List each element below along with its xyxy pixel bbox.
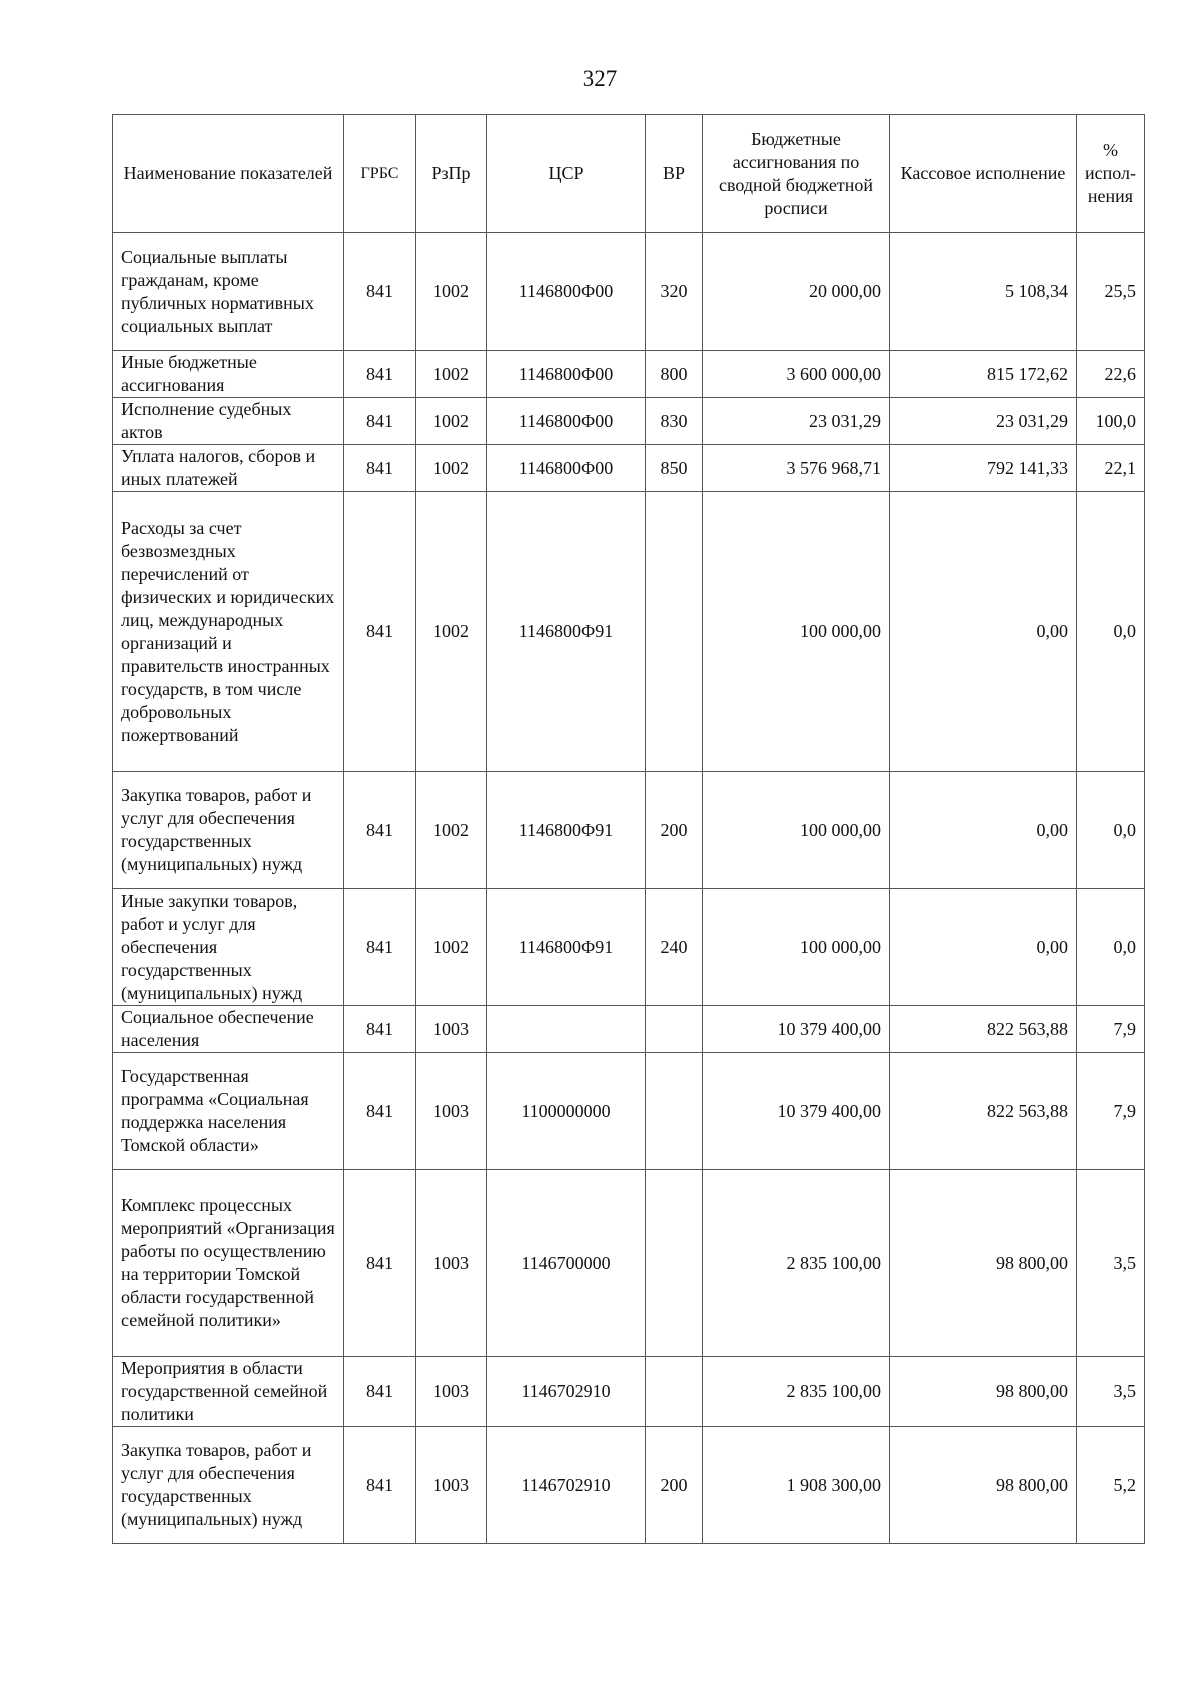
- header-assignments: Бюджетные ассигнования по сводной бюджетной росписи: [703, 115, 890, 233]
- cell-vr: 200: [646, 1427, 703, 1544]
- cell-csr: 1146800Ф00: [487, 445, 646, 492]
- cell-percent: 5,2: [1077, 1427, 1145, 1544]
- table-row: [113, 351, 1145, 398]
- cell-csr: 1146700000: [487, 1170, 646, 1357]
- cell-cash: 822 563,88: [890, 1053, 1077, 1170]
- cell-name: Комплекс процессных мероприятий «Организация работы по осуществлению на территории Томской области государственной семейной политики»: [113, 1170, 344, 1357]
- cell-cash: 0,00: [890, 492, 1077, 772]
- cell-name: Расходы за счет безвозмездных перечислений от физических и юридических лиц, международных организаций и правительств иностранных государств, в том числе добровольных пожертвований: [113, 492, 344, 772]
- cell-csr: 1100000000: [487, 1053, 646, 1170]
- cell-percent: 7,9: [1077, 1006, 1145, 1053]
- cell-name: Уплата налогов, сборов и иных платежей: [113, 445, 344, 492]
- cell-cash: 5 108,34: [890, 233, 1077, 351]
- cell-rzpr: 1002: [416, 351, 487, 398]
- table-row: [113, 398, 1145, 445]
- budget-execution-table: [112, 114, 1145, 1544]
- cell-csr: 1146800Ф00: [487, 398, 646, 445]
- cell-rzpr: 1002: [416, 445, 487, 492]
- header-rzpr: РзПр: [416, 115, 487, 233]
- cell-cash: 822 563,88: [890, 1006, 1077, 1053]
- cell-vr: 320: [646, 233, 703, 351]
- cell-grbs: 841: [344, 1170, 416, 1357]
- cell-percent: 22,6: [1077, 351, 1145, 398]
- table-row: [113, 492, 1145, 772]
- cell-percent: 0,0: [1077, 772, 1145, 889]
- header-vr: ВР: [646, 115, 703, 233]
- cell-cash: 98 800,00: [890, 1170, 1077, 1357]
- cell-csr: 1146800Ф00: [487, 233, 646, 351]
- cell-assigned: 23 031,29: [703, 398, 890, 445]
- cell-name: Иные закупки товаров, работ и услуг для обеспечения государственных (муниципальных) нужд: [113, 889, 344, 1006]
- header-cash-execution: Кассовое исполнение: [890, 115, 1077, 233]
- cell-percent: 3,5: [1077, 1357, 1145, 1427]
- cell-assigned: 20 000,00: [703, 233, 890, 351]
- cell-grbs: 841: [344, 492, 416, 772]
- cell-percent: 100,0: [1077, 398, 1145, 445]
- cell-rzpr: 1002: [416, 889, 487, 1006]
- cell-grbs: 841: [344, 398, 416, 445]
- cell-vr: [646, 1053, 703, 1170]
- header-csr: ЦСР: [487, 115, 646, 233]
- cell-assigned: 2 835 100,00: [703, 1170, 890, 1357]
- cell-cash: 23 031,29: [890, 398, 1077, 445]
- cell-vr: 850: [646, 445, 703, 492]
- cell-percent: 3,5: [1077, 1170, 1145, 1357]
- header-name: Наименование показателей: [113, 115, 344, 233]
- cell-csr: 1146800Ф00: [487, 351, 646, 398]
- cell-cash: 792 141,33: [890, 445, 1077, 492]
- cell-assigned: 10 379 400,00: [703, 1006, 890, 1053]
- table-row: [113, 889, 1145, 1006]
- cell-vr: [646, 1170, 703, 1357]
- cell-cash: 98 800,00: [890, 1357, 1077, 1427]
- cell-assigned: 100 000,00: [703, 492, 890, 772]
- table-header-row: [113, 115, 1145, 233]
- table-row: [113, 445, 1145, 492]
- cell-csr: [487, 1006, 646, 1053]
- cell-name: Государственная программа «Социальная поддержка населения Томской области»: [113, 1053, 344, 1170]
- header-percent-execution: % испол-нения: [1077, 115, 1145, 233]
- cell-rzpr: 1002: [416, 772, 487, 889]
- cell-csr: 1146702910: [487, 1357, 646, 1427]
- cell-cash: 0,00: [890, 889, 1077, 1006]
- cell-csr: 1146702910: [487, 1427, 646, 1544]
- cell-assigned: 100 000,00: [703, 889, 890, 1006]
- cell-rzpr: 1002: [416, 233, 487, 351]
- cell-assigned: 100 000,00: [703, 772, 890, 889]
- table-row: [113, 772, 1145, 889]
- table-row: [113, 1006, 1145, 1053]
- cell-percent: 7,9: [1077, 1053, 1145, 1170]
- cell-rzpr: 1003: [416, 1427, 487, 1544]
- cell-vr: [646, 492, 703, 772]
- cell-name: Мероприятия в области государственной семейной политики: [113, 1357, 344, 1427]
- cell-grbs: 841: [344, 772, 416, 889]
- page-number: 327: [582, 66, 618, 91]
- table-row: [113, 233, 1145, 351]
- cell-rzpr: 1003: [416, 1357, 487, 1427]
- cell-vr: [646, 1357, 703, 1427]
- cell-grbs: 841: [344, 889, 416, 1006]
- cell-percent: 25,5: [1077, 233, 1145, 351]
- cell-rzpr: 1003: [416, 1053, 487, 1170]
- cell-percent: 0,0: [1077, 492, 1145, 772]
- cell-rzpr: 1003: [416, 1170, 487, 1357]
- cell-assigned: 10 379 400,00: [703, 1053, 890, 1170]
- cell-name: Иные бюджетные ассигнования: [113, 351, 344, 398]
- cell-assigned: 1 908 300,00: [703, 1427, 890, 1544]
- cell-assigned: 3 600 000,00: [703, 351, 890, 398]
- cell-grbs: 841: [344, 1006, 416, 1053]
- cell-vr: 800: [646, 351, 703, 398]
- cell-name: Социальные выплаты гражданам, кроме публичных нормативных социальных выплат: [113, 233, 344, 351]
- cell-grbs: 841: [344, 1357, 416, 1427]
- cell-vr: 200: [646, 772, 703, 889]
- cell-name: Исполнение судебных актов: [113, 398, 344, 445]
- cell-cash: 98 800,00: [890, 1427, 1077, 1544]
- cell-vr: 240: [646, 889, 703, 1006]
- cell-name: Социальное обеспечение населения: [113, 1006, 344, 1053]
- cell-vr: [646, 1006, 703, 1053]
- cell-csr: 1146800Ф91: [487, 492, 646, 772]
- cell-rzpr: 1002: [416, 492, 487, 772]
- cell-cash: 0,00: [890, 772, 1077, 889]
- cell-assigned: 3 576 968,71: [703, 445, 890, 492]
- table-row: [113, 1053, 1145, 1170]
- cell-percent: 22,1: [1077, 445, 1145, 492]
- cell-name: Закупка товаров, работ и услуг для обеспечения государственных (муниципальных) нужд: [113, 1427, 344, 1544]
- cell-grbs: 841: [344, 445, 416, 492]
- header-grbs: ГРБС: [344, 115, 416, 233]
- cell-grbs: 841: [344, 351, 416, 398]
- cell-grbs: 841: [344, 1427, 416, 1544]
- cell-csr: 1146800Ф91: [487, 772, 646, 889]
- table-row: [113, 1357, 1145, 1427]
- cell-percent: 0,0: [1077, 889, 1145, 1006]
- cell-grbs: 841: [344, 233, 416, 351]
- cell-name: Закупка товаров, работ и услуг для обеспечения государственных (муниципальных) нужд: [113, 772, 344, 889]
- cell-grbs: 841: [344, 1053, 416, 1170]
- table-row: [113, 1170, 1145, 1357]
- cell-cash: 815 172,62: [890, 351, 1077, 398]
- cell-assigned: 2 835 100,00: [703, 1357, 890, 1427]
- cell-rzpr: 1002: [416, 398, 487, 445]
- table-row: [113, 1427, 1145, 1544]
- cell-vr: 830: [646, 398, 703, 445]
- cell-rzpr: 1003: [416, 1006, 487, 1053]
- cell-csr: 1146800Ф91: [487, 889, 646, 1006]
